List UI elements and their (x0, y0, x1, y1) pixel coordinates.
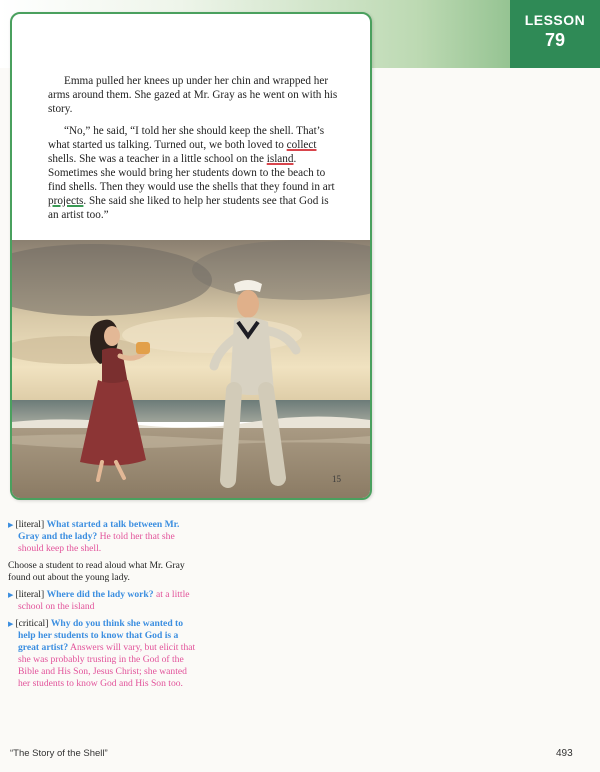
story-page-number: 15 (332, 474, 341, 484)
bullet-triangle-icon: ▶ (8, 591, 14, 599)
vocab-projects: projects (48, 195, 84, 207)
story-text-run: . Sometimes she would bring her students down to the beach to find shells. Then they would use the shells that they found in art (48, 153, 335, 193)
story-text-run: shells. She was a teacher in a little school on the (48, 153, 267, 165)
footer-story-title: “The Story of the Shell” (10, 748, 108, 759)
student-page (10, 12, 372, 500)
guide-question-2 (8, 589, 198, 613)
bullet-triangle-icon: ▶ (8, 620, 14, 628)
question-text: What started a talk between Mr. Gray and the lady? (18, 519, 180, 542)
question-level: [critical] (15, 618, 49, 629)
guide-question-3 (8, 618, 198, 690)
beach-illustration (12, 240, 370, 498)
answer-text: at a little school on the island (18, 589, 190, 612)
story-text-run: “No,” he said, “I told her she should keep the shell. That’s what started us talking. Turned out, we both loved to (48, 125, 325, 151)
answer-text: He told her that she should keep the shell. (18, 531, 175, 554)
guide-question-1 (8, 519, 198, 555)
answer-text: Answers will vary, but elicit that she was probably trusting in the God of the Bible and His Son, Jesus Christ; she wanted her students to know God and His Son too. (18, 642, 196, 689)
lesson-label: LESSON (524, 12, 586, 28)
vocab-island: island (266, 153, 294, 165)
footer-page-number: 493 (556, 748, 573, 759)
lesson-number: 79 (544, 30, 566, 50)
teacher-guide (8, 519, 198, 695)
story-text-run: . She said she liked to help her students see that God is an artist too.” (48, 195, 329, 221)
vocab-collect: collect (286, 139, 317, 151)
question-level: [literal] (15, 519, 45, 530)
bullet-triangle-icon: ▶ (8, 521, 14, 529)
question-text: Why do you think she wanted to help her students to know that God is a great artist? (18, 618, 184, 653)
guide-instruction: Choose a student to read aloud what Mr. Gray found out about the young lady. (8, 560, 185, 583)
story-text (48, 74, 338, 230)
question-level: [literal] (15, 589, 45, 600)
lesson-tab (510, 0, 600, 68)
question-text: Where did the lady work? (46, 589, 154, 600)
story-paragraph-2 (48, 124, 338, 222)
story-paragraph-1: Emma pulled her knees up under her chin and wrapped her arms around them. She gazed at Mr. Gray as he went on with his story. (48, 75, 338, 115)
